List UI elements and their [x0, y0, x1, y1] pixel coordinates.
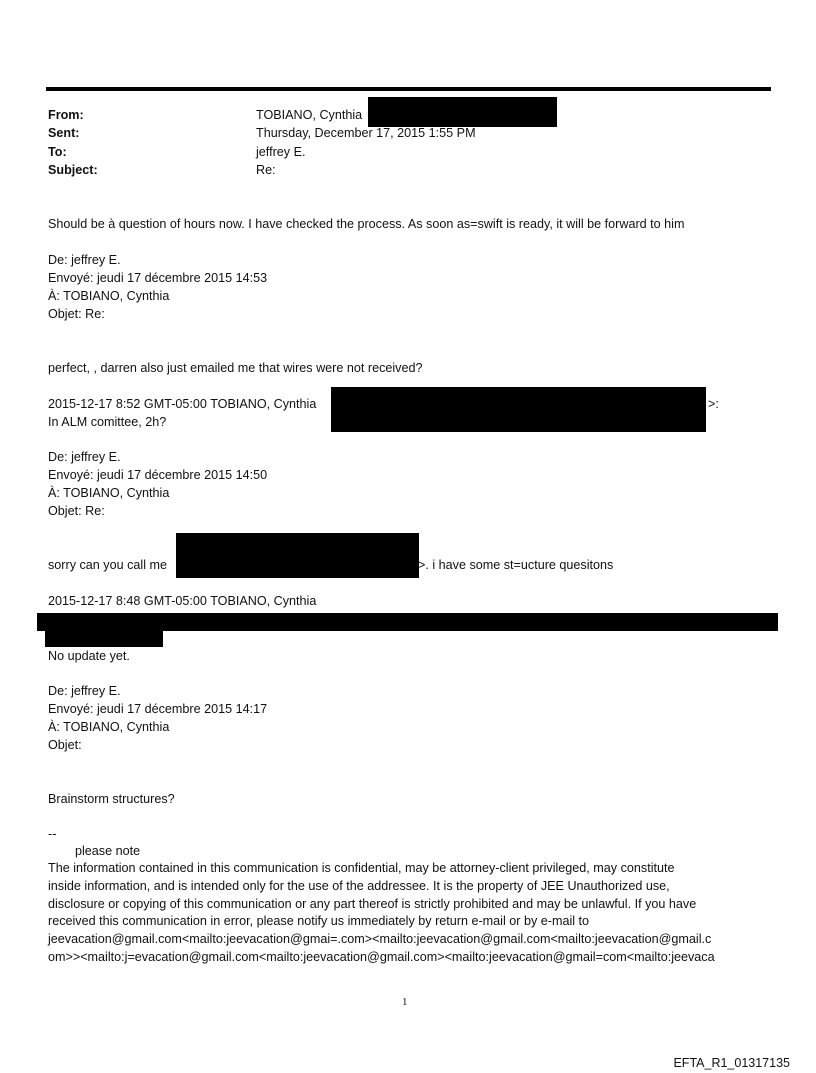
disclaimer-line-1: The information contained in this communication is confidential, may be attorney-client privileged, may constitute — [48, 861, 675, 875]
redaction-quote2-email — [331, 387, 706, 432]
quote5-objet: Objet: — [48, 738, 82, 752]
disclaimer-line-3: disclosure or copying of this communication or any part thereof is strictly prohibited and may be unlawful. If you have — [48, 896, 697, 911]
subject-value: Re: — [256, 163, 276, 177]
redaction-quote4-line — [37, 613, 778, 631]
quote3-envoye: Envoyé: jeudi 17 décembre 2015 14:50 — [48, 468, 268, 482]
disclaimer — [48, 860, 783, 967]
quote2-attribution-end: >: — [708, 397, 719, 411]
quote1-a: À: TOBIANO, Cynthia — [48, 289, 170, 303]
subject-label: Subject: — [48, 163, 98, 177]
from-value: TOBIANO, Cynthia — [256, 108, 363, 122]
quote3-de: De: jeffrey E. — [48, 450, 121, 464]
quote5-de: De: jeffrey E. — [48, 684, 121, 698]
redaction-phone — [176, 533, 419, 578]
to-value: jeffrey E. — [256, 145, 306, 159]
page-number: 1 — [402, 996, 408, 1008]
from-label: From: — [48, 108, 84, 122]
quote4-text: No update yet. — [48, 649, 130, 663]
disclaimer-line-4: received this communication in error, please notify us immediately by return e-mail or by e-mail to — [48, 914, 590, 929]
signature-dash: -- — [48, 827, 57, 841]
body-line-1: Should be à question of hours now. I have checked the process. As soon as=swift is ready, it will be forward to him — [48, 217, 685, 231]
quote3-objet: Objet: Re: — [48, 504, 105, 518]
disclaimer-line-6: om>><mailto:j=evacation@gmail.com<mailto:jeevacation@gmail.com><mailto:jeevacation@gmail=com<mailto:jeevaca — [48, 949, 715, 964]
to-label: To: — [48, 145, 67, 159]
quote2-attribution: 2015-12-17 8:52 GMT-05:00 TOBIANO, Cynthia — [48, 397, 317, 411]
body-line-3-start: sorry can you call me — [48, 558, 167, 572]
redaction-from-email — [368, 97, 557, 127]
quote2-text: In ALM comittee, 2h? — [48, 415, 167, 429]
sent-label: Sent: — [48, 126, 80, 140]
quote1-objet: Objet: Re: — [48, 307, 105, 321]
quote1-de: De: jeffrey E. — [48, 253, 121, 267]
body-line-3-end: >. i have some st=ucture quesitons — [418, 558, 614, 572]
header-rule — [46, 87, 771, 91]
disclaimer-line-2: inside information, and is intended only for the use of the addressee. It is the property of JEE Unauthorized use, — [48, 878, 670, 893]
sent-value: Thursday, December 17, 2015 1:55 PM — [256, 126, 476, 140]
quote5-envoye: Envoyé: jeudi 17 décembre 2015 14:17 — [48, 702, 268, 716]
signature-note: please note — [75, 844, 141, 858]
quote3-a: À: TOBIANO, Cynthia — [48, 486, 170, 500]
disclaimer-line-5: jeevacation@gmail.com<mailto:jeevacation@gmai=.com><mailto:jeevacation@gmail.com<mailto:jeevacation@gmail.c — [48, 932, 712, 947]
quote1-envoye: Envoyé: jeudi 17 décembre 2015 14:53 — [48, 271, 268, 285]
document-id: EFTA_R1_01317135 — [673, 1056, 790, 1070]
redaction-quote4-tail — [45, 631, 163, 647]
body-line-4: Brainstorm structures? — [48, 792, 175, 806]
body-line-2: perfect, , darren also just emailed me that wires were not received? — [48, 361, 423, 375]
quote4-attribution: 2015-12-17 8:48 GMT-05:00 TOBIANO, Cynthia — [48, 594, 317, 608]
quote5-a: À: TOBIANO, Cynthia — [48, 720, 170, 734]
